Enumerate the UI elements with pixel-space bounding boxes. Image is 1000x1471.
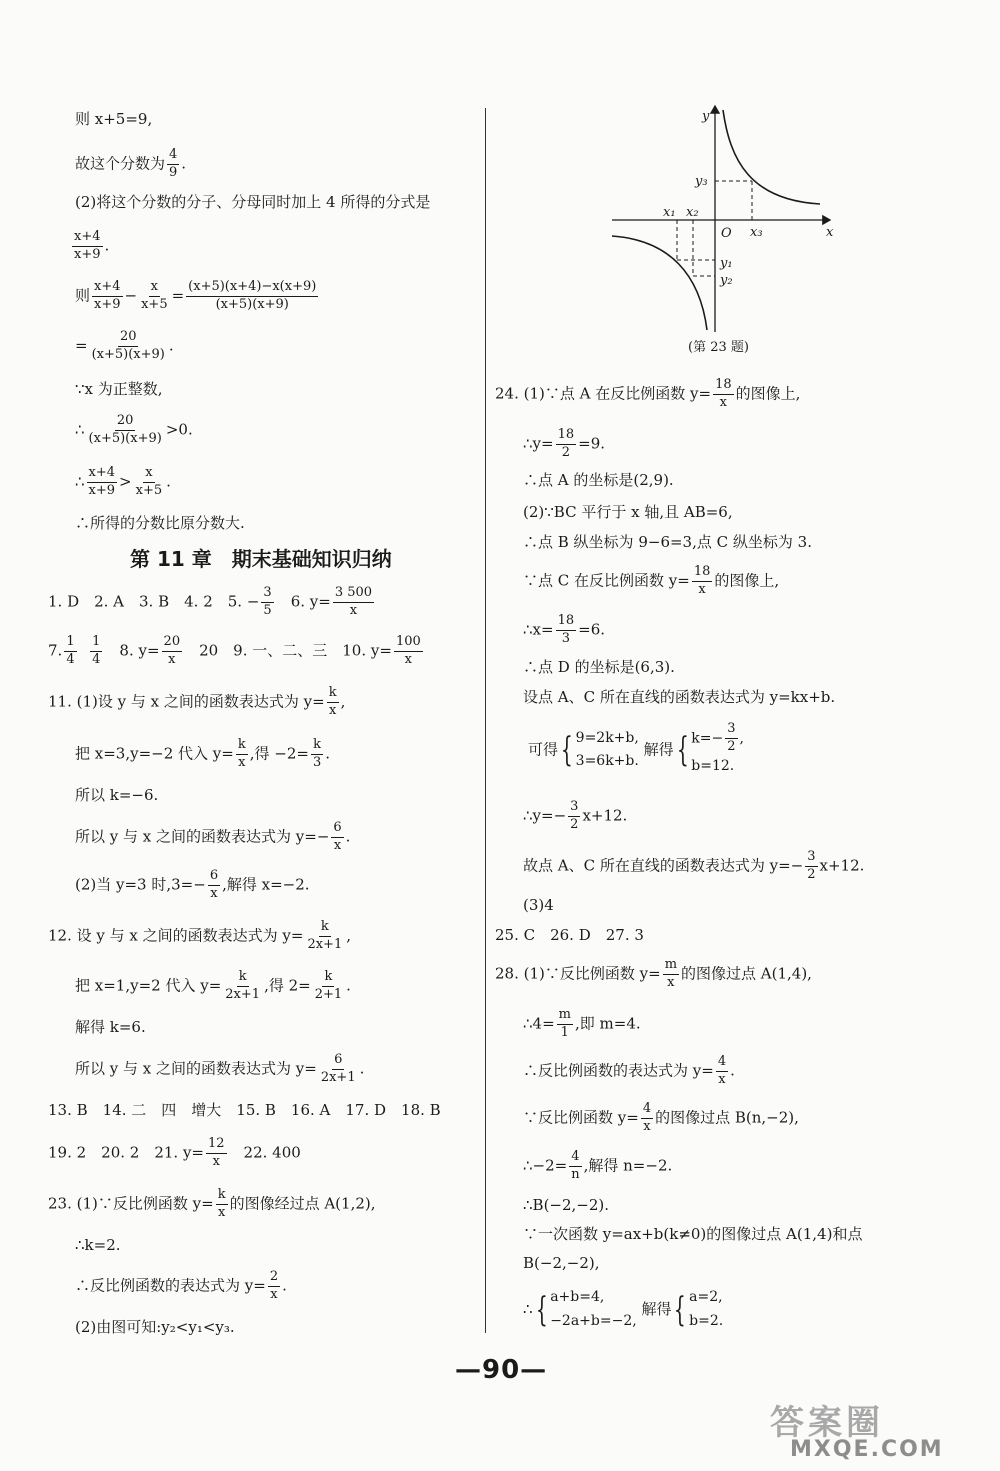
equation-system: 可得{ 9=2k+b, 3=6k+b. 解得{ k=− $\frac{3}{2}$ , b=12. — [528, 721, 744, 774]
text-line: ∴B(−2,−2). — [523, 1196, 610, 1214]
x-axis-label: x — [826, 225, 834, 240]
text-line: ∵一次函数 y=ax+b(k≠0)的图像过点 A(1,4)和点 — [523, 1225, 863, 1243]
column-divider — [485, 108, 486, 1333]
chapter-heading: 第 11 章 期末基础知识归纳 — [130, 547, 392, 571]
text-line: 则 $\frac{x+4}{x+9}$ − $\frac{x}{x+5}$ = $\frac{(x+5)(x+4)-x(x+9)}{(x+5)(x+9)}$ — [75, 279, 317, 312]
equation-system: ∴{ a+b=4, −2a+b=−2, 解得{ a=2, b=2. — [523, 1289, 724, 1330]
y2-label: y₂ — [720, 273, 733, 288]
text-line: ∵点 C 在反比例函数 y= $\frac{18}{x}$ 的图像上, — [523, 564, 780, 597]
y-axis-label: y — [702, 109, 710, 124]
text-line: ∴y=− $\frac{3}{2}$ x+12. — [523, 799, 628, 832]
answer-line: 13. B 14. 二 四 增大 15. B 16. A 17. D 18. B — [48, 1101, 441, 1119]
watermark-url: MXQE.COM — [790, 1437, 944, 1462]
text-line: (2)由图可知:y₂<y₁<y₃. — [75, 1318, 235, 1336]
answer-line: 7. $\frac{1}{4}$ $\frac{1}{4}$ 8. y= $\frac{20}{x}$ 20 9. 一、二、三 10. y= $\frac{100}{x}$ — [48, 634, 421, 667]
page-number: —90— — [455, 1355, 548, 1385]
text-line: ∴所得的分数比原分数大. — [75, 514, 245, 532]
text-line: (2)将这个分数的分子、分母同时加上 4 所得的分式是 — [75, 193, 431, 211]
y1-label: y₁ — [720, 256, 733, 271]
text-line: (3)4 — [523, 896, 554, 914]
text-line: ∴点 B 纵坐标为 9−6=3,点 C 纵坐标为 3. — [523, 533, 812, 551]
text-line: ∴点 D 的坐标是(6,3). — [523, 658, 675, 676]
text-line: ∵x 为正整数, — [75, 380, 163, 398]
text-line: ∴−2= $\frac{4}{n}$ ,解得 n=−2. — [523, 1149, 673, 1182]
x1-label: x₁ — [663, 205, 676, 220]
text-line: 把 x=1,y=2 代入 y= $\frac{k}{2x+1}$ ,得 2= $\frac{k}{2+1}$ . — [75, 969, 351, 1002]
answer-line: 19. 2 20. 2 21. y= $\frac{12}{x}$ 22. 400 — [48, 1136, 301, 1169]
watermark-logo — [770, 1395, 985, 1465]
watermark-text: 答案圈 — [770, 1403, 884, 1443]
origin-label: O — [721, 226, 732, 241]
text-line: 所以 y 与 x 之间的函数表达式为 y=− $\frac{6}{x}$ . — [75, 820, 351, 853]
figure-caption: (第 23 题) — [688, 340, 749, 355]
text-line: 23. (1)∵反比例函数 y= $\frac{k}{x}$ 的图像经过点 A(1,2), — [48, 1187, 376, 1220]
text-line: 28. (1)∵反比例函数 y= $\frac{m}{x}$ 的图像过点 A(1,4), — [495, 957, 812, 990]
text-line: 故这个分数为 $\frac{4}{9}$ . — [75, 147, 187, 180]
y3-label: y₃ — [695, 174, 708, 189]
text-line: ∴ $\frac{20}{(x+5)(x+9)}$ >0. — [75, 413, 193, 446]
text-line: ∴x= $\frac{18}{3}$ =6. — [523, 613, 606, 646]
x2-label: x₂ — [686, 205, 699, 220]
text-line: 24. (1)∵点 A 在反比例函数 y= $\frac{18}{x}$ 的图像上, — [495, 377, 801, 410]
hyperbola-branch-right — [723, 110, 820, 204]
answer-line: 1. D 2. A 3. B 4. 2 5. − $\frac{3}{5}$ 6. y= $\frac{3 500}{x}$ — [48, 585, 373, 618]
text-line: 设点 A、C 所在直线的函数表达式为 y=kx+b. — [523, 688, 836, 706]
text-line: ∴k=2. — [75, 1236, 121, 1254]
text-line: B(−2,−2), — [523, 1254, 600, 1272]
x3-label: x₃ — [750, 225, 763, 240]
text-line: ∴y= $\frac{18}{2}$ =9. — [523, 427, 606, 460]
text-line: 所以 y 与 x 之间的函数表达式为 y= $\frac{6}{2x+1}$ . — [75, 1052, 365, 1085]
text-line: ∵反比例函数 y= $\frac{4}{x}$ 的图像过点 B(n,−2), — [523, 1101, 799, 1134]
answer-line: 25. C 26. D 27. 3 — [495, 926, 644, 944]
text-line: ∴反比例函数的表达式为 y= $\frac{2}{x}$ . — [75, 1269, 287, 1302]
text-line: ∴4= $\frac{m}{1}$ ,即 m=4. — [523, 1007, 641, 1040]
text-line: 把 x=3,y=−2 代入 y= $\frac{k}{x}$ ,得 −2= $\frac{k}{3}$ . — [75, 737, 331, 770]
text-line: ∴点 A 的坐标是(2,9). — [523, 471, 674, 489]
text-line: 所以 k=−6. — [75, 786, 159, 804]
text-line: ∴反比例函数的表达式为 y= $\frac{4}{x}$ . — [523, 1054, 735, 1087]
text-line: = $\frac{20}{(x+5)(x+9)}$ . — [75, 329, 174, 362]
text-line: (2)∵BC 平行于 x 轴,且 AB=6, — [523, 503, 733, 521]
text-line: 11. (1)设 y 与 x 之间的函数表达式为 y= $\frac{k}{x}$ , — [48, 685, 346, 718]
text-line: (2)当 y=3 时,3=− $\frac{6}{x}$ ,解得 x=−2. — [75, 868, 310, 901]
text-line: $\frac{x+4}{x+9}$ . — [74, 229, 110, 262]
text-line: ∴ $\frac{x+4}{x+9}$ > $\frac{x}{x+5}$ . — [75, 465, 171, 498]
text-line: 则 x+5=9, — [75, 110, 153, 128]
text-line: 12. 设 y 与 x 之间的函数表达式为 y= $\frac{k}{2x+1}$ , — [48, 919, 352, 952]
text-line: 故点 A、C 所在直线的函数表达式为 y=− $\frac{3}{2}$ x+12. — [523, 849, 865, 882]
text-line: 解得 k=6. — [75, 1018, 146, 1036]
hyperbola-graph — [600, 100, 850, 340]
